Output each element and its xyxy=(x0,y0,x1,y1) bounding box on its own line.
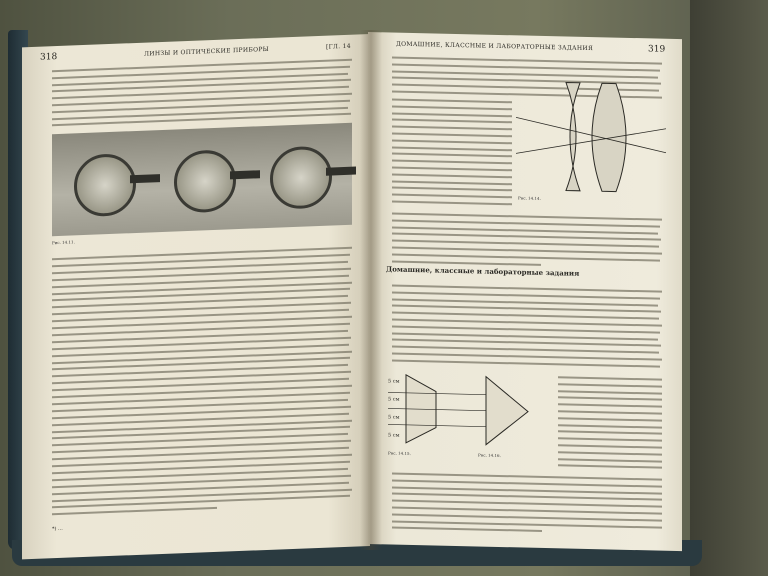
text-line xyxy=(558,437,662,441)
text-line xyxy=(392,180,512,185)
figure-caption: Рис. 14.11. xyxy=(52,239,75,246)
running-head: ЛИНЗЫ И ОПТИЧЕСКИЕ ПРИБОРЫ xyxy=(144,45,269,58)
ray-line xyxy=(388,392,486,394)
text-line xyxy=(52,507,217,515)
text-line xyxy=(558,424,662,428)
text-line xyxy=(392,201,512,206)
text-line xyxy=(392,160,512,165)
magnifier-image xyxy=(174,149,236,213)
text-line xyxy=(392,146,512,151)
background-object xyxy=(690,0,768,576)
magnifier-handle xyxy=(130,174,160,183)
lens-diagram xyxy=(516,77,666,196)
text-line xyxy=(558,376,662,380)
dimension-label: 5 см xyxy=(388,378,400,385)
running-head: ДОМАШНИЕ, КЛАССНЫЕ И ЛАБОРАТОРНЫЕ ЗАДАНИЯ xyxy=(396,40,594,53)
page-number: 319 xyxy=(648,44,666,55)
text-line xyxy=(392,527,542,532)
figure-photo xyxy=(52,123,352,237)
text-line xyxy=(558,397,662,401)
text-line xyxy=(52,59,352,73)
dimension-label: 5 см xyxy=(388,414,400,421)
text-line xyxy=(392,187,512,192)
text-line xyxy=(392,359,660,367)
text-line xyxy=(392,119,512,124)
text-line xyxy=(392,133,512,138)
text-line xyxy=(558,431,662,435)
text-line xyxy=(52,247,352,261)
figure-caption: Рис. 14.15. xyxy=(388,450,411,456)
magnifier-image xyxy=(270,145,332,209)
book-gutter xyxy=(360,30,382,550)
text-line xyxy=(392,153,512,158)
text-line xyxy=(558,458,662,462)
magnifier-image xyxy=(74,153,136,217)
dimension-label: 5 см xyxy=(388,432,400,439)
text-line xyxy=(558,403,662,407)
left-page xyxy=(22,34,370,559)
running-head-section: [ГЛ. 14 xyxy=(326,42,351,51)
text-line xyxy=(392,194,512,199)
page-number: 318 xyxy=(40,52,58,63)
figure-caption: Рис. 14.16. xyxy=(478,452,501,459)
text-line xyxy=(558,451,662,455)
right-page xyxy=(368,32,682,551)
text-line xyxy=(558,444,662,448)
prism-shape xyxy=(486,377,528,446)
ray-line xyxy=(388,408,486,410)
text-line xyxy=(392,139,512,144)
ray-line xyxy=(516,117,666,152)
ray-line xyxy=(388,424,486,426)
figure-caption: Рис. 14.14. xyxy=(518,195,541,201)
footnote: *) ... xyxy=(52,525,63,533)
text-line xyxy=(392,105,512,110)
magnifier-handle xyxy=(230,170,260,179)
dimension-label: 5 см xyxy=(388,396,400,403)
prism-diagram xyxy=(388,368,548,452)
text-line xyxy=(392,126,512,131)
magnifier-handle xyxy=(326,167,356,176)
text-line xyxy=(558,410,662,414)
text-line xyxy=(558,383,662,387)
ray-line xyxy=(516,125,666,156)
text-line xyxy=(392,99,512,104)
text-line xyxy=(392,112,512,117)
lens-shape xyxy=(566,82,580,190)
text-line xyxy=(558,390,662,394)
lens-shape xyxy=(592,83,626,192)
text-line xyxy=(558,465,662,469)
text-line xyxy=(392,173,512,178)
section-title: Домашние, классные и лабораторные задания xyxy=(386,264,580,278)
text-line xyxy=(392,167,512,172)
text-line xyxy=(558,417,662,421)
